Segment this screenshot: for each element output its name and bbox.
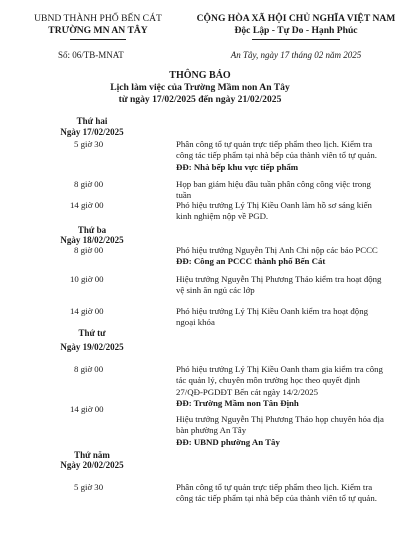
activity-text: Phó hiệu trưởng Lý Thị Kiều Oanh làm hồ sơ sáng kiến kinh nghiệm nộp về PGD. <box>176 200 372 222</box>
day-label-wednesday: Thứ tư <box>78 328 106 338</box>
activity-text: Phó hiệu trưởng Lý Thị Kiều Oanh tham gia kiểm tra công tác quản lý, chuyên môn trường học theo quyết định 27/QĐ-PGDĐT Bến cát ngày 14/2/2025 <box>176 364 383 397</box>
activity-description <box>176 482 386 505</box>
activity-description <box>176 139 386 173</box>
school-name: TRƯỜNG MN AN TÂY <box>48 25 148 36</box>
notice-subtitle: Lịch làm việc của Trường Mầm non An Tây <box>110 82 290 93</box>
time-slot: 8 giờ 00 <box>74 364 104 374</box>
day-date-tuesday: Ngày 18/02/2025 <box>60 235 124 245</box>
time-slot: 14 giờ 00 <box>70 306 104 316</box>
activity-text: Phó hiệu trưởng Nguyễn Thị Anh Chi nộp các báo PCCC <box>176 245 378 255</box>
date-line: An Tây, ngày 17 tháng 02 năm 2025 <box>230 50 362 60</box>
school-underline <box>70 39 126 40</box>
activity-text: Phân công tổ tự quản trực tiếp phẩm theo lịch. Kiểm tra công tác tiếp phẩm tại nhà bếp của thành viên tổ tự quản. <box>176 139 377 161</box>
activity-description <box>176 364 386 410</box>
activity-description <box>176 179 386 202</box>
national-motto: Độc Lập - Tự Do - Hạnh Phúc <box>234 25 358 36</box>
day-date-thursday: Ngày 20/02/2025 <box>60 460 124 470</box>
time-slot: 8 giờ 00 <box>74 179 104 189</box>
national-title: CỘNG HÒA XÃ HỘI CHỦ NGHĨA VIỆT NAM <box>196 13 396 24</box>
notice-heading: THÔNG BÁO <box>169 70 231 81</box>
time-slot: 5 giờ 30 <box>74 482 104 492</box>
notice-date-range: từ ngày 17/02/2025 đến ngày 21/02/2025 <box>118 94 282 105</box>
activity-location: ĐĐ: Nhà bếp khu vực tiếp phẩm <box>176 161 299 172</box>
day-label-tuesday: Thứ ba <box>77 225 107 235</box>
activity-text: Phó hiệu trưởng Lý Thị Kiều Oanh kiểm tra hoạt động ngoại khóa <box>176 306 369 328</box>
activity-location: ĐĐ: UBND phường An Tây <box>176 436 280 447</box>
day-date-monday: Ngày 17/02/2025 <box>60 127 124 137</box>
time-slot: 14 giờ 00 <box>70 404 104 414</box>
activity-location: ĐĐ: Trường Mầm non Tân Định <box>176 398 299 409</box>
activity-text: Họp ban giám hiệu đầu tuần phân công công việc trong tuần <box>176 179 371 201</box>
motto-underline <box>252 39 340 40</box>
time-slot: 8 giờ 00 <box>74 245 104 255</box>
activity-text: Hiệu trưởng Nguyễn Thị Phương Thảo họp chuyên hỏa địa bàn phường An Tây <box>176 414 384 436</box>
day-label-monday: Thứ hai <box>76 116 108 126</box>
activity-description <box>176 245 386 268</box>
time-slot: 10 giờ 00 <box>70 274 104 284</box>
authority-name: UBND THÀNH PHỐ BẾN CÁT <box>34 13 162 24</box>
activity-text: Phân công tổ tự quản trực tiếp phẩm theo lịch. Kiểm tra công tác tiếp phẩm tại nhà bếp của thành viên tổ tự quản. <box>176 482 377 504</box>
activity-text: Hiệu trưởng Nguyễn Thị Phương Thảo kiểm tra hoạt động vệ sinh ăn ngủ các lớp <box>176 274 382 296</box>
time-slot: 14 giờ 00 <box>70 200 104 210</box>
day-date-wednesday: Ngày 19/02/2025 <box>60 342 124 352</box>
time-slot: 5 giờ 30 <box>74 139 104 149</box>
activity-description <box>176 414 386 448</box>
day-label-thursday: Thứ năm <box>74 450 110 460</box>
activity-description <box>176 200 386 223</box>
activity-description <box>176 306 386 329</box>
activity-description <box>176 274 386 297</box>
document-number: Số: 06/TB-MNAT <box>58 50 124 60</box>
activity-location: ĐĐ: Công an PCCC thành phố Bến Cát <box>176 256 326 267</box>
